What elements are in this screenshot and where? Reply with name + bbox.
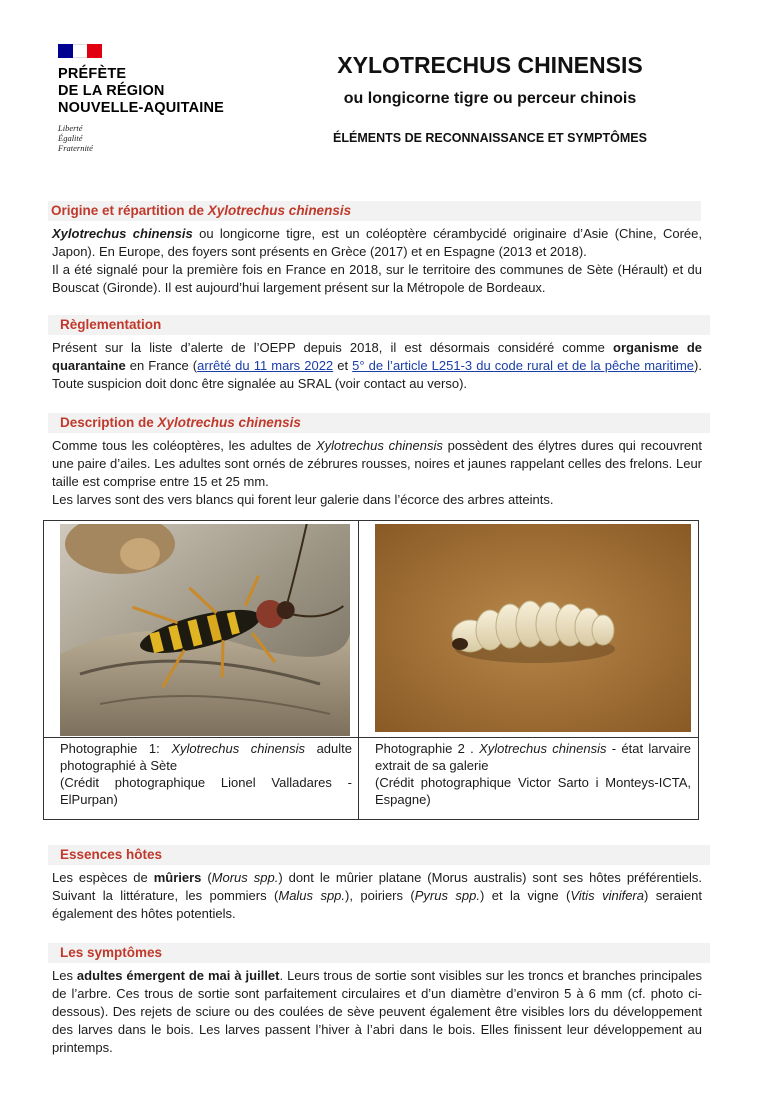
table-rule [359, 737, 699, 738]
section-heading-hotes: Essences hôtes [48, 845, 710, 865]
arrete-link[interactable]: arrêté du 11 mars 2022 [197, 358, 334, 373]
origine-paragraph: Xylotrechus chinensis ou longicorne tigre, est un coléoptère cérambycidé originaire d’Asie (Chine, Corée, Japon). En Europe, des foyers sont présents en Grèce (2017) et en Espagne (2013 et 2018). Il a été signalé pour la première fois en France en 2018, sur le territoire des communes de Sète (Hérault) et du Bouscat (Gironde). Il est aujourd’hui largement présent sur la Métropole de Bordeaux. [52, 226, 702, 295]
document-heading: ÉLÉMENTS DE RECONNAISSANCE ET SYMPTÔMES [333, 131, 647, 145]
institution-name: PRÉFÈTE DE LA RÉGION NOUVELLE-AQUITAINE [58, 66, 225, 116]
table-rule [43, 737, 359, 738]
symptomes-paragraph: Les adultes émergent de mai à juillet. Leurs trous de sortie sont visibles sur les troncs et branches principales de l’arbre. Ces trous de sortie sont parfaitement circulaires et d’un diamètre d’environ 5 à 6 mm (cf. photo ci-dessous). Des rejets de sciure ou des coulées de sève peuvent également être visibles lors du développement des larves dans le bois. Les larves passent l’hiver à l’abri dans le bois. Elles finissent leur développement au printemps. [52, 968, 702, 1055]
photo2-caption: Photographie 2 . Xylotrechus chinensis - état larvaire extrait de sa galerie (Crédit photographique Victor Sarto i Monteys-ICTA, Espagne) [375, 741, 691, 807]
adult-beetle-photo [60, 524, 350, 736]
section-heading-origine: Origine et répartition de Xylotrechus chinensis [48, 201, 701, 221]
hotes-paragraph: Les espèces de mûriers (Morus spp.) dont le mûrier platane (Morus australis) sont ses hôtes préférentiels. Suivant la littérature, les pommiers (Malus spp.), poiriers (Pyrus spp.) et la vigne (Vitis vinifera) seraient également des hôtes potentiels. [52, 870, 702, 921]
section-heading-symptomes: Les symptômes [48, 943, 710, 963]
table-divider [358, 520, 359, 820]
description-paragraph: Comme tous les coléoptères, les adultes de Xylotrechus chinensis possèdent des élytres dures qui recouvrent une paire d’ailes. Les adultes sont ornés de zébrures rousses, noires et jaunes rappelant celles des frelons. Leur taille est comprise entre 15 et 25 mm. Les larves sont des vers blancs qui forent leur galerie dans l’écorce des arbres atteints. [52, 438, 702, 507]
photo1-caption: Photographie 1: Xylotrechus chinensis adulte photographié à Sète (Crédit photographique Lionel Valladares - ElPurpan) [60, 741, 352, 807]
larva-photo [375, 524, 691, 732]
section-heading-reglementation: Règlementation [48, 315, 710, 335]
page-subtitle: ou longicorne tigre ou perceur chinois [343, 90, 637, 107]
section-heading-description: Description de Xylotrechus chinensis [48, 413, 710, 433]
republic-motto: Liberté Égalité Fraternité [58, 123, 93, 153]
reglementation-paragraph: Présent sur la liste d’alerte de l’OEPP depuis 2018, il est désormais considéré comme organisme de quarantaine en France (arrêté du 11 mars 2022 et 5° de l’article L251-3 du code rural et de la pêche maritime). Toute suspicion doit donc être signalée au SRAL (voir contact au verso). [52, 340, 703, 391]
code-rural-link[interactable]: 5° de l’article L251-3 du code rural et de la pêche maritime [352, 358, 695, 373]
page-title: XYLOTRECHUS CHINENSIS [337, 52, 643, 78]
republic-flag-logo [58, 44, 102, 58]
